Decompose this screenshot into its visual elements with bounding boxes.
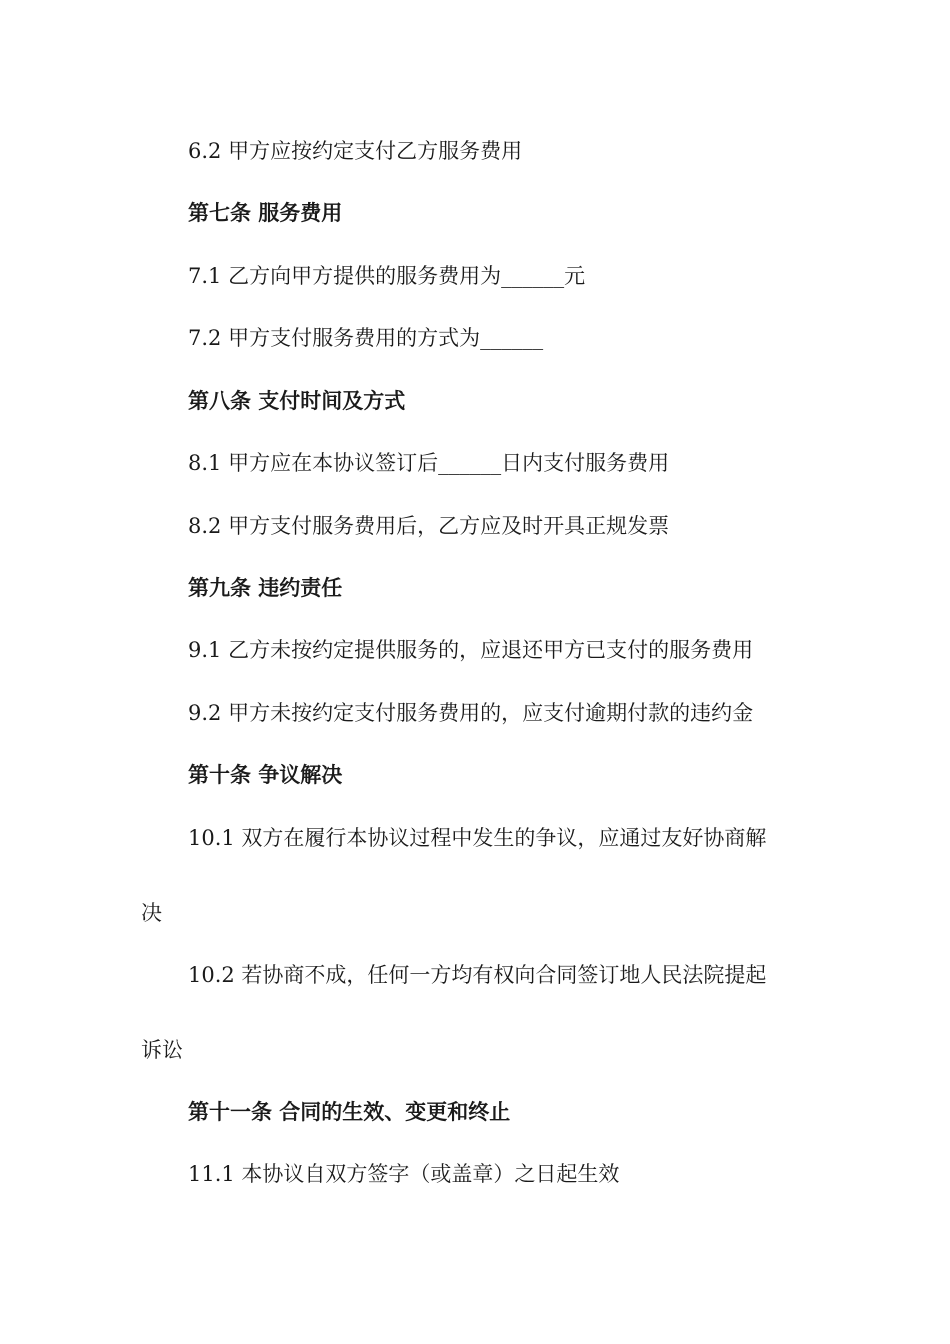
article-7-heading: 第七条 服务费用 [188,201,343,225]
clause-10-2: 10.2 若协商不成，任何一方均有权向合同签订地人民法院提起 [188,963,767,987]
clause-10-2-continuation: 诉讼 [141,1038,183,1062]
article-10-heading: 第十条 争议解决 [188,763,343,787]
clause-8-2: 8.2 甲方支付服务费用后，乙方应及时开具正规发票 [188,514,670,538]
clause-11-1: 11.1 本协议自双方签字（或盖章）之日起生效 [188,1162,620,1186]
clause-7-2: 7.2 甲方支付服务费用的方式为______ [188,326,544,350]
clause-6-2: 6.2 甲方应按约定支付乙方服务费用 [188,139,523,163]
clause-9-2: 9.2 甲方未按约定支付服务费用的，应支付逾期付款的违约金 [188,701,754,725]
article-9-heading: 第九条 违约责任 [188,576,343,600]
clause-7-1: 7.1 乙方向甲方提供的服务费用为______元 [188,264,586,288]
article-11-heading: 第十一条 合同的生效、变更和终止 [188,1100,511,1124]
clause-8-1: 8.1 甲方应在本协议签订后______日内支付服务费用 [188,451,670,475]
clause-10-1: 10.1 双方在履行本协议过程中发生的争议，应通过友好协商解 [188,826,767,850]
clause-9-1: 9.1 乙方未按约定提供服务的，应退还甲方已支付的服务费用 [188,638,754,662]
article-8-heading: 第八条 支付时间及方式 [188,389,406,413]
clause-10-1-continuation: 决 [141,901,162,925]
